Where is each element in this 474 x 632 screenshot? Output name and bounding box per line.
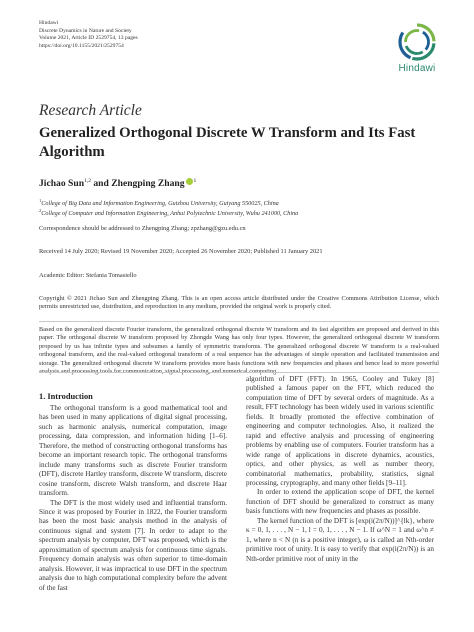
hindawi-logo-text: Hindawi	[398, 63, 436, 74]
body-column-right	[246, 375, 434, 564]
volume-info: Volume 2021, Article ID 2529754, 13 pages	[39, 35, 138, 41]
copyright-notice: Copyright © 2021 Jichao Sun and Zhengping Zhang. This is an open access article distributed under the Creative Commons Attribution License, which permits unrestricted use, distribution, and reproduction in any medium, provided the original work is properly cited.	[39, 295, 439, 311]
affiliation-marker: 2	[39, 208, 42, 213]
paragraph: In order to extend the application scope of DFT, the kernel function of DFT should be generalized to construct as many basis functions with new frequencies and phases as possible.	[246, 488, 434, 516]
journal-name: Discrete Dynamics in Nature and Society	[39, 27, 132, 34]
author-affiliation-marker: 1	[193, 178, 197, 184]
paragraph: The kernel function of the DFT is [exp(i(2π/N))]^{lk}, where κ = 0, 1, . . . , N − 1, l = 0, 1, . . . , N − 1. If ω^N = 1 and ω^n ≠ 1, where n < N (n is a positive integer), ω is called an Nth-order primitive root of unity. It is easy to verify that exp(i(2π/N)) is an Nth-order primitive root of unity in the	[246, 516, 434, 563]
journal-header	[39, 20, 299, 50]
hindawi-logo-icon	[397, 22, 437, 62]
affiliation-text: College of Computer and Information Engineering, Anhui Polytechnic University, Wuhu 241000, China	[41, 210, 299, 218]
divider	[39, 372, 439, 373]
divider	[39, 321, 439, 322]
correspondence: Correspondence should be addressed to Zhengping Zhang; zpzhang@gzu.edu.cn	[39, 225, 246, 232]
publication-dates: Received 14 July 2020; Revised 19 November 2020; Accepted 26 November 2020; Published 11 January 2021	[39, 248, 323, 255]
author-affiliation-marker: 1,2	[84, 178, 91, 184]
doi-link[interactable]: https://doi.org/10.1155/2021/2529754	[39, 42, 124, 49]
affiliation-2	[39, 208, 298, 217]
author-line	[39, 178, 196, 189]
section-heading: 1. Introduction	[39, 392, 93, 401]
paragraph: The DFT is the most widely used and influential transform. Since it was proposed by Fourier in 1822, the Fourier transform has been the most basic analysis method in the analysis of continuous signal and system [7]. In order to adapt to the spectrum analysis by computer, DFT was proposed, which is the approximation of spectrum analysis for continuous time signals. Frequency domain analysis was often superior to time-domain analysis. However, it was impractical to use DFT in the spectrum analysis due to high computational complexity before the advent of the fast	[39, 498, 227, 592]
hindawi-logo	[393, 22, 441, 82]
author-separator: and	[90, 178, 112, 190]
academic-editor: Academic Editor: Stefania Tomasiello	[39, 272, 137, 279]
author-name[interactable]: Jichao Sun	[39, 178, 85, 190]
affiliation-text: College of Big Data and Information Engineering, Guizhou University, Guiyang 550025, China	[41, 200, 279, 208]
publisher-name: Hindawi	[39, 20, 59, 26]
affiliation-1	[39, 198, 279, 207]
paragraph: algorithm of DFT (FFT). In 1965, Cooley and Tukey [8] published a famous paper on the FFT, which reduced the computation time of DFT by several orders of magnitude. As a result, FFT technology has been widely used in various scientific fields. It broadly promoted the effective combination of engineering and computer technologies. Also, it realized the rapid and effective analysis and processing of engineering problems by enabling use of computers. Fourier transform has a wide range of applications in discrete dynamics, acoustics, optics, and other physics, as well as number theory, combinatorial mathematics, probability, statistics, signal processing, cryptography, and many other fields [9–11].	[246, 375, 434, 487]
abstract: Based on the generalized discrete Fourier transform, the generalized orthogonal discrete W transform and its fast algorithm are proposed and derived in this paper. The orthogonal discrete W transform proposed by Zhongde Wang has only four types. However, the generalized orthogonal discrete W transform proposed by us has infinite types and subsumes a family of symmetric transforms. The generalized orthogonal discrete W transform is a real-valued orthogonal transform, and the real-valued orthogonal transform of a real sequence has the advantages of simple operation and facilitated transmission and storage. The generalized orthogonal discrete W transform provides more basis functions with new frequencies and phases and hence lead to more powerful analysis and processing tools for communication, signal processing, and numerical computing.	[39, 326, 439, 376]
author-name[interactable]: Zhengping Zhang	[111, 178, 185, 190]
article-type: Research Article	[39, 102, 142, 119]
orcid-icon[interactable]	[186, 178, 193, 185]
body-column-left	[39, 404, 227, 593]
affiliation-marker: 1	[39, 198, 42, 203]
article-title: Generalized Orthogonal Discrete W Transform and Its Fast Algorithm	[39, 125, 416, 160]
paragraph: The orthogonal transform is a good mathematical tool and has been used in many applications of digital signal processing, such as harmonic analysis, numerical computation, image processing, data compression, and information hiding [1–6]. Therefore, the method of constructing orthogonal transforms has become an important research topic. The orthogonal transforms include many transforms such as discrete Fourier transform (DFT), discrete Hartley transform, discrete W transform, discrete cosine transform, discrete Walsh transform, and discrete Haar transform.	[39, 404, 227, 498]
